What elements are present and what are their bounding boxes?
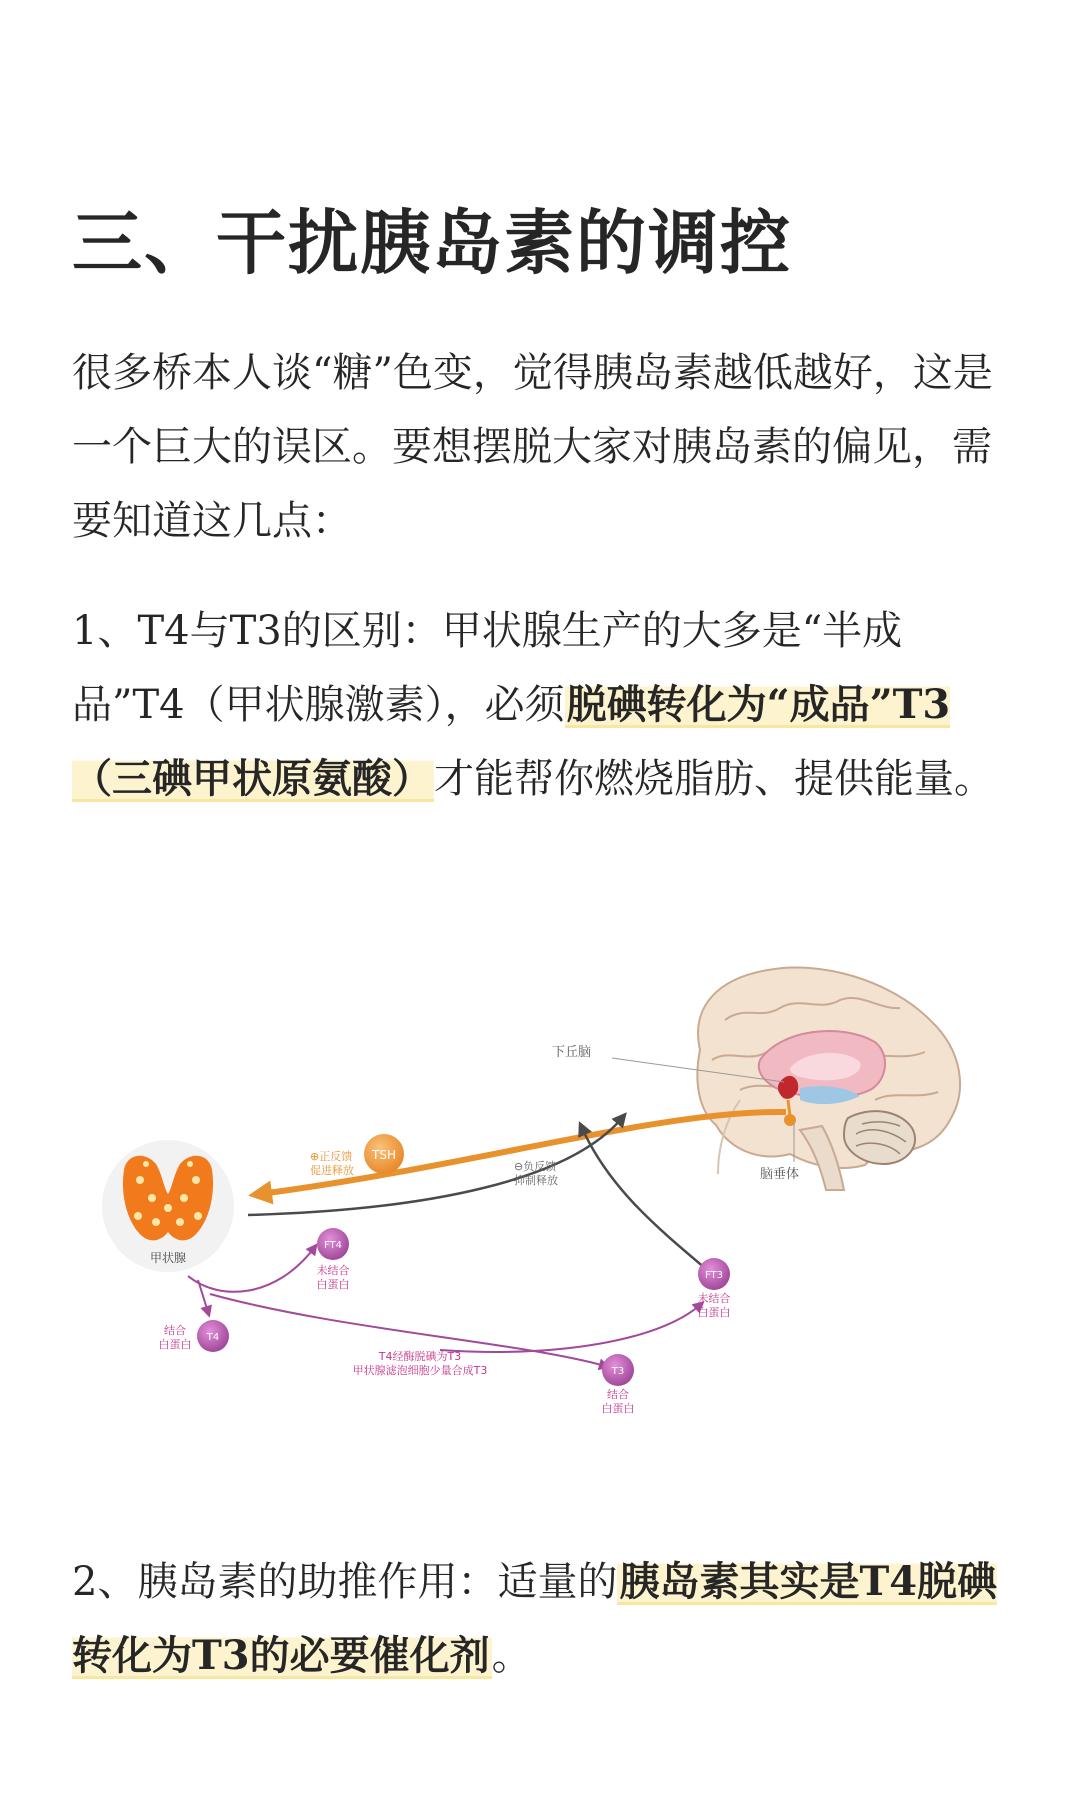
- point-2-highlight: 胰岛素其实是T4脱碘转化为T3的必要催化剂: [72, 1558, 998, 1679]
- t3-label: T3: [611, 1366, 625, 1377]
- ft3-note-1: 未结合: [697, 1292, 731, 1305]
- point-2-text: 2、胰岛素的助推作用：适量的: [72, 1559, 618, 1605]
- point-1-highlight: 脱碘转化为“成品”T3（三碘甲状原氨酸）: [72, 681, 951, 802]
- point-1-text: 1、T4与T3的区别：甲状腺生产的大多是“半成品”T4（甲状腺激素），必须: [72, 608, 903, 728]
- ft3-label: FT3: [704, 1270, 724, 1281]
- ft4-note-2: 白蛋白: [316, 1278, 350, 1291]
- point-2-paragraph: [72, 1545, 1008, 1693]
- point-1-paragraph: [72, 594, 1008, 816]
- t4-note-1: 结合: [164, 1324, 186, 1337]
- thyroid-axis-diagram: [100, 950, 1000, 1470]
- positive-feedback-label-2: 促进释放: [310, 1164, 354, 1177]
- conversion-note-2: 甲状腺滤泡细胞少量合成T3: [352, 1364, 488, 1377]
- ft4-note-1: 未结合: [316, 1264, 350, 1277]
- ft3-note-2: 白蛋白: [697, 1306, 731, 1319]
- t4-to-ft3-arrow: [440, 1305, 700, 1352]
- hypothalamus-label: 下丘脑: [552, 1045, 592, 1060]
- section-heading: 三、干扰胰岛素的调控: [72, 202, 792, 284]
- thyroid-label: 甲状腺: [149, 1251, 187, 1265]
- tsh-label: TSH: [372, 1148, 396, 1162]
- positive-feedback-label-1: ⊕正反馈: [310, 1150, 353, 1163]
- t3-note-2: 白蛋白: [601, 1402, 635, 1415]
- point-2-text-end: 。: [491, 1633, 532, 1679]
- ft4-label: FT4: [323, 1240, 343, 1251]
- t3-note-1: 结合: [607, 1388, 629, 1401]
- conversion-note-1: T4经酶脱碘为T3: [378, 1350, 462, 1363]
- negative-feedback-label-2: 抑制释放: [514, 1174, 558, 1187]
- negative-feedback-label-1: ⊖负反馈: [514, 1160, 557, 1173]
- point-1-text-end: 才能帮你燃烧脂肪、提供能量。: [434, 756, 994, 802]
- t4-label: T4: [206, 1332, 220, 1343]
- ft3-feedback-arrow: [582, 1128, 712, 1274]
- pituitary-label: 脑垂体: [760, 1167, 800, 1182]
- brain-illustration: [697, 967, 960, 1190]
- intro-paragraph: 很多桥本人谈“糖”色变，觉得胰岛素越低越好，这是一个巨大的误区。要想摆脱大家对胰岛素的偏见，需要知道这几点：: [72, 350, 993, 544]
- t4-note-2: 白蛋白: [158, 1338, 192, 1351]
